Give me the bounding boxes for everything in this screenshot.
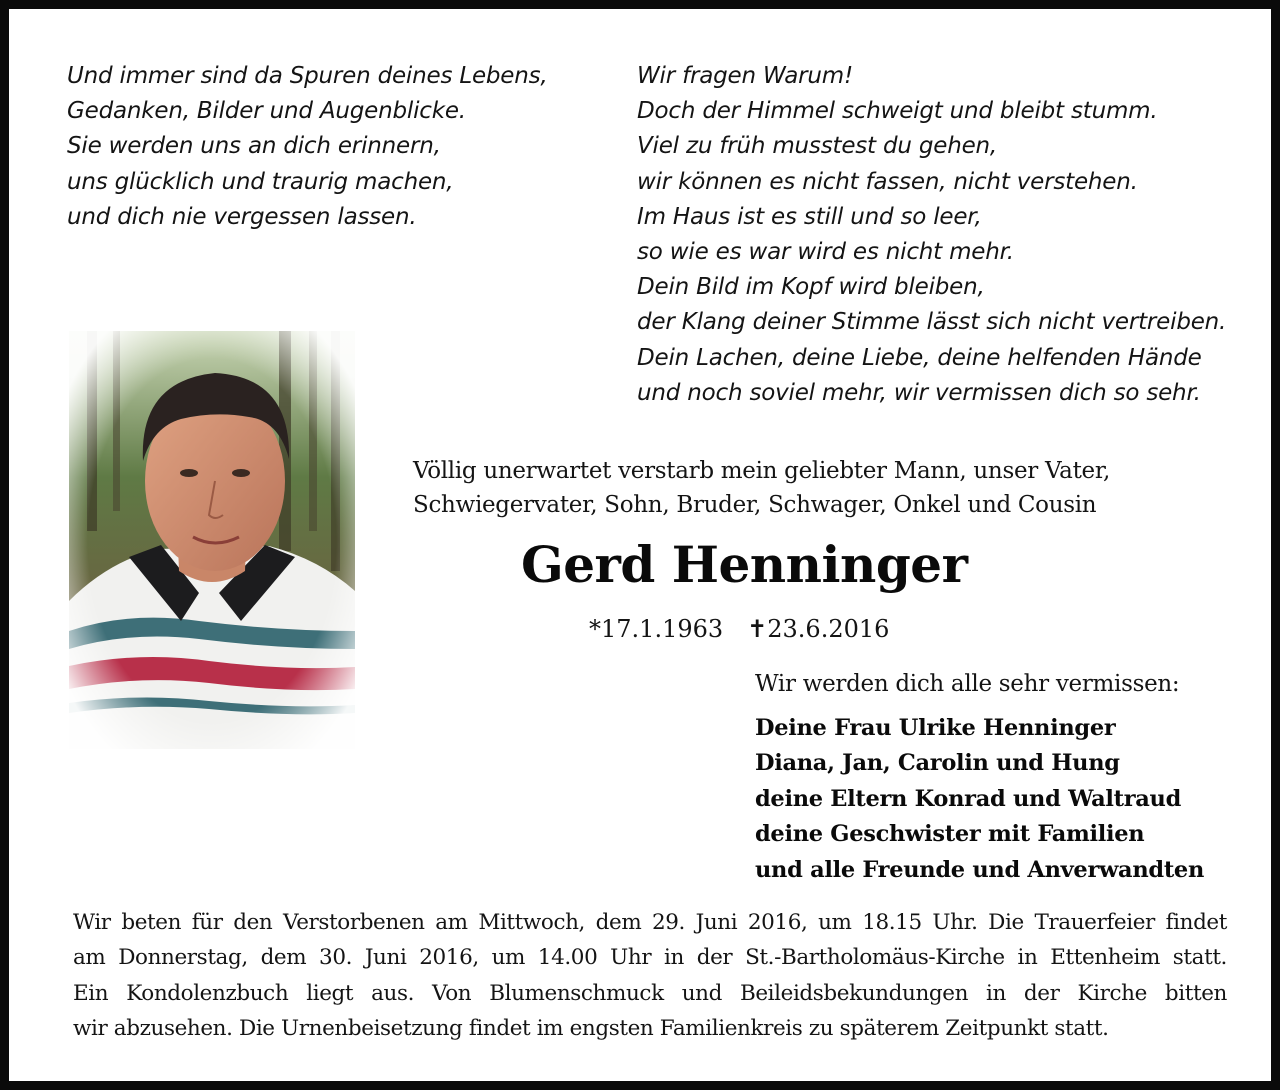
miss-text: Wir werden dich alle sehr vermissen: [755,671,1180,697]
deceased-name: Gerd Henninger [521,535,968,594]
family-line: deine Eltern Konrad und Waltraud [755,785,1182,812]
portrait-illustration [69,331,355,749]
poem-right-line: Viel zu früh musstest du gehen, [637,133,998,160]
poem-right-line: Dein Bild im Kopf wird bleiben, [637,274,985,301]
family-line: Deine Frau Ulrike Henninger [755,715,1116,741]
family-line: und alle Freunde und Anverwandten [755,856,1204,883]
intro-line: Schwiegervater, Sohn, Bruder, Schwager, Onkel und Cousin [413,492,1097,518]
poem-left-line: Gedanken, Bilder und Augenblicke. [67,98,466,125]
poem-left-line: Und immer sind da Spuren deines Lebens, [67,63,548,89]
poem-right-line: wir können es nicht fassen, nicht verstehen. [637,168,1138,195]
poem-right-line: Wir fragen Warum! [637,63,854,89]
intro-text [413,454,1110,522]
poem-right-line: Doch der Himmel schweigt und bleibt stumm. [637,98,1158,125]
poem-right-line: Im Haus ist es still und so leer, [637,203,982,230]
notice-line: wir abzusehen. Die Urnenbeisetzung findet im engsten Familienkreis zu späterem Zeitpunkt statt. [73,1016,1109,1042]
poem-right-line: der Klang deiner Stimme lässt sich nicht vertreiben. [637,309,1227,336]
birth-date: *17.1.1963 [589,615,724,643]
intro-line: Völlig unerwartet verstarb mein geliebter Mann, unser Vater, [413,458,1111,484]
family-signatures [755,711,1204,888]
poem-right-line: Dein Lachen, deine Liebe, deine helfenden Hände [637,344,1202,371]
notice-line: am Donnerstag, dem 30. Juni 2016, um 14.00 Uhr in der St.-Bartholomäus-Kirche in Ettenheim statt. [73,945,1227,971]
poem-left-line: und dich nie vergessen lassen. [67,203,417,230]
life-dates [589,612,889,646]
service-notice [73,905,1227,1047]
poem-right-line: und noch soviel mehr, wir vermissen dich so sehr. [637,379,1201,406]
poem-left [67,59,548,235]
family-line: Diana, Jan, Carolin und Hung [755,750,1120,777]
poem-right [637,59,1226,411]
death-date: ✝23.6.2016 [747,615,890,643]
poem-left-line: Sie werden uns an dich erinnern, [67,133,441,160]
portrait-photo [69,331,355,749]
family-line: deine Geschwister mit Familien [755,821,1145,848]
poem-right-line: so wie es war wird es nicht mehr. [637,239,1014,266]
notice-line: Ein Kondolenzbuch liegt aus. Von Blumenschmuck und Beileidsbekundungen in der Kirche bitten [73,980,1227,1006]
poem-left-line: uns glücklich und traurig machen, [67,168,454,195]
notice-line: Wir beten für den Verstorbenen am Mittwoch, dem 29. Juni 2016, um 18.15 Uhr. Die Trauerfeier findet [73,910,1227,935]
